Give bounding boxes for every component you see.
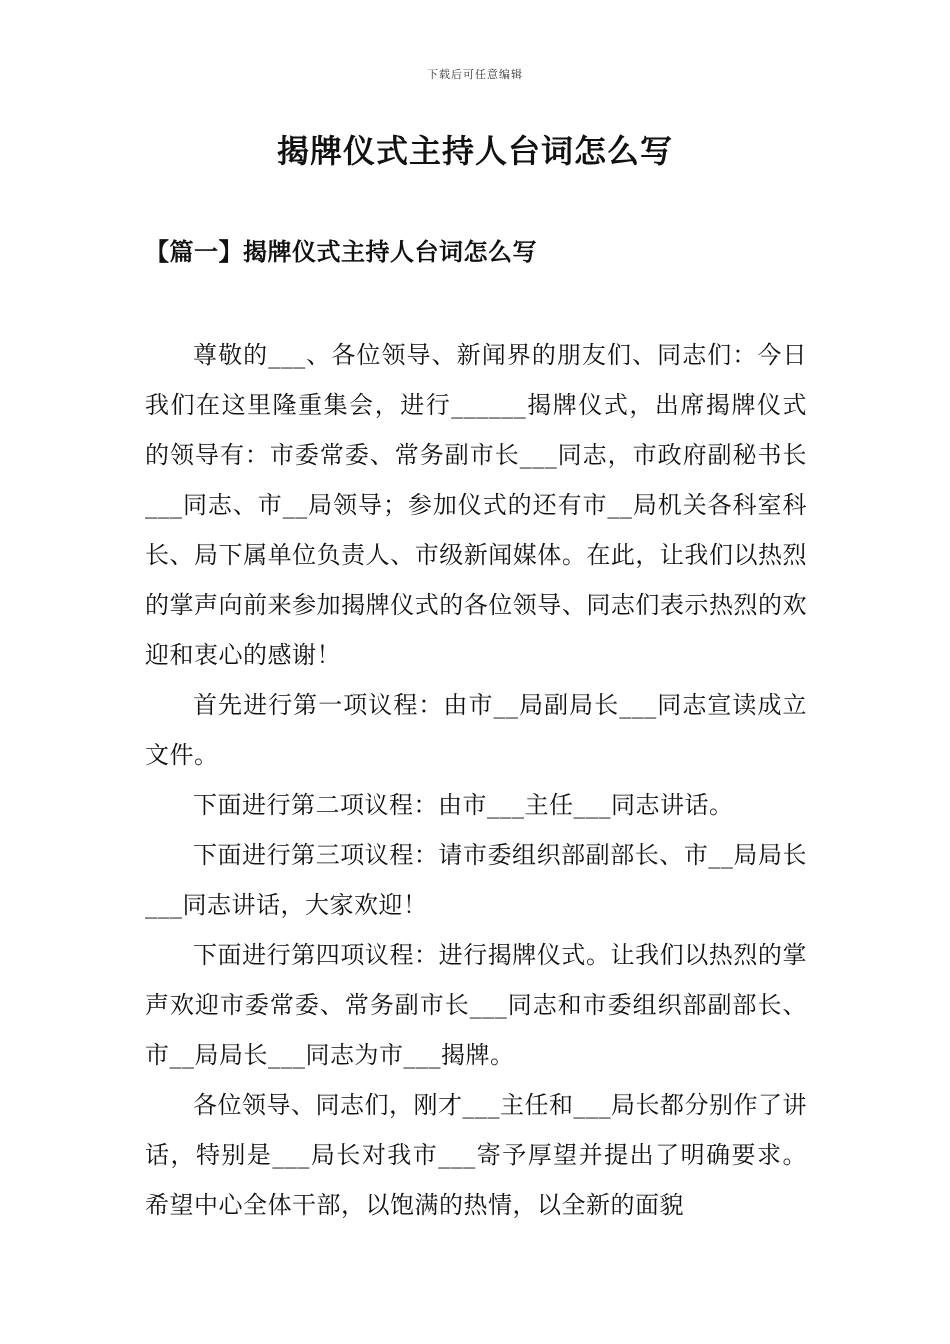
document-body bbox=[145, 330, 807, 1230]
section-heading: 【篇一】揭牌仪式主持人台词怎么写 bbox=[145, 237, 537, 266]
paragraph-1: 尊敬的___、各位领导、新闻界的朋友们、同志们：今日我们在这里隆重集会，进行______揭牌仪式，出席揭牌仪式的领导有：市委常委、常务副市长___同志，市政府副秘书长___同志、市__局领导；参加仪式的还有市__局机关各科室科长、局下属单位负责人、市级新闻媒体。在此，让我们以热烈的掌声向前来参加揭牌仪式的各位领导、同志们表示热烈的欢迎和衷心的感谢！ bbox=[145, 341, 807, 669]
paragraph-6: 各位领导、同志们，刚才___主任和___局长都分别作了讲话，特别是___局长对我市___寄予厚望并提出了明确要求。希望中心全体干部，以饱满的热情，以全新的面貌 bbox=[145, 1091, 807, 1219]
paragraph-2: 首先进行第一项议程：由市__局副局长___同志宣读成立文件。 bbox=[145, 691, 807, 769]
document-title: 揭牌仪式主持人台词怎么写 bbox=[276, 132, 673, 170]
paragraph-5: 下面进行第四项议程：进行揭牌仪式。让我们以热烈的掌声欢迎市委常委、常务副市长___同志和市委组织部副部长、市__局局长___同志为市___揭牌。 bbox=[145, 941, 807, 1069]
paragraph-4: 下面进行第三项议程：请市委组织部副部长、市__局局长___同志讲话，大家欢迎！ bbox=[145, 841, 807, 919]
header-note: 下载后可任意编辑 bbox=[427, 68, 523, 81]
paragraph-3: 下面进行第二项议程：由市___主任___同志讲话。 bbox=[193, 791, 734, 819]
